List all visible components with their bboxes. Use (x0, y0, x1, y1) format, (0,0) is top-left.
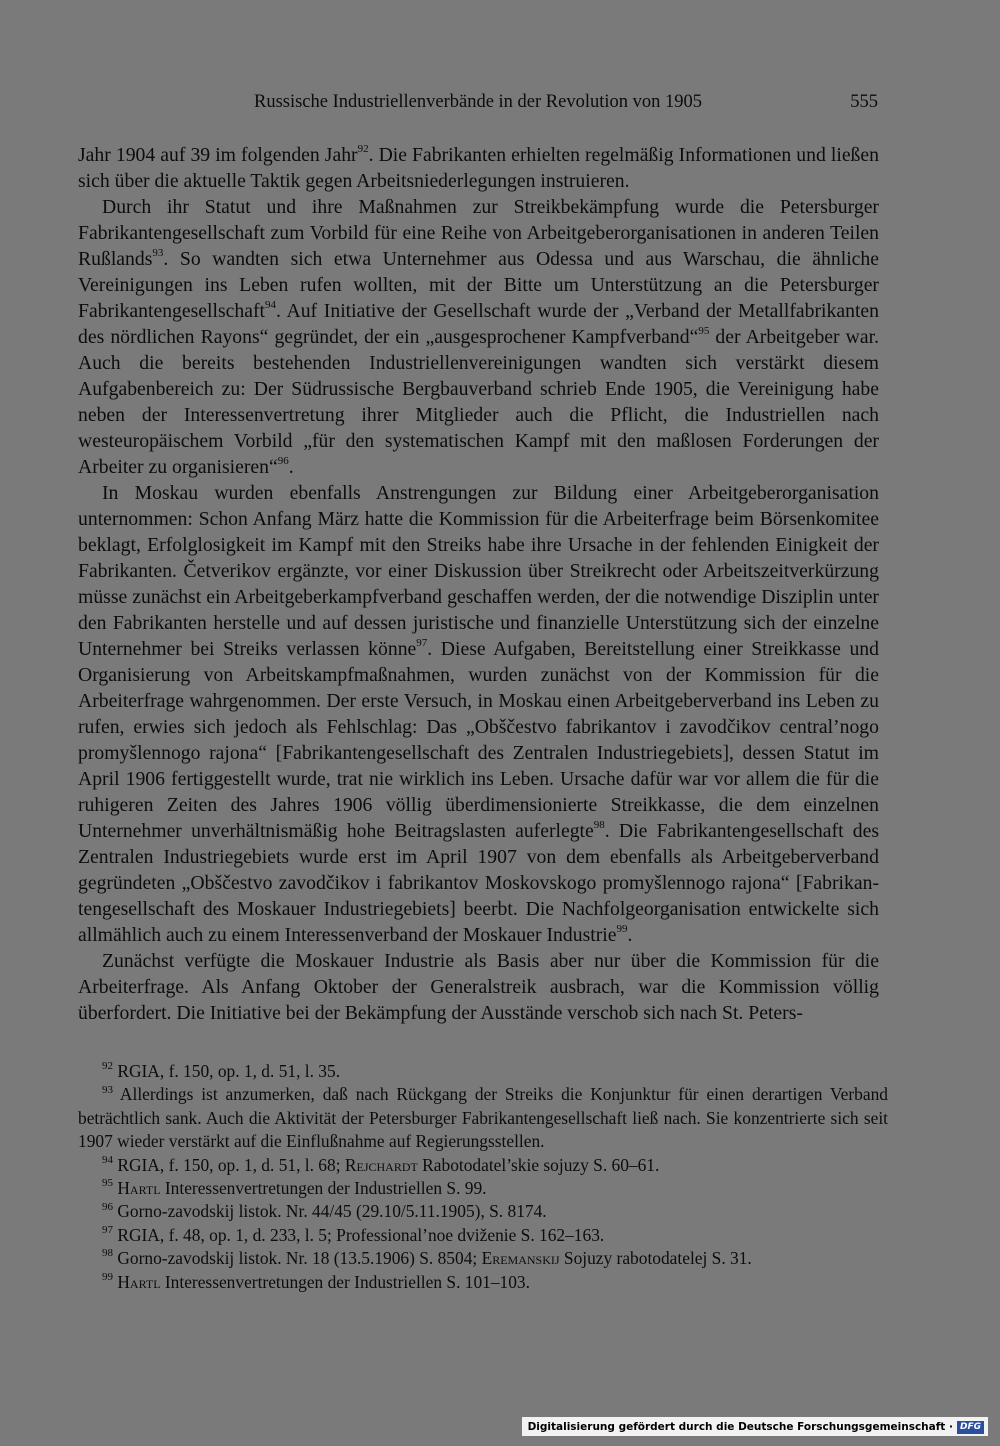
footnote-ref: 98 (593, 819, 605, 832)
page-number: 555 (850, 92, 878, 112)
running-header (78, 90, 878, 116)
text-run: . (627, 924, 633, 946)
footnote-number: 92 (102, 1060, 113, 1073)
running-title: Russische Industriellenverbände in der Revolution von 1905 (253, 92, 703, 112)
body-text (78, 142, 879, 1026)
footnote (78, 1224, 888, 1247)
footnotes (78, 1060, 888, 1294)
text-run: In Moskau wurden ebenfalls Anstrengungen zur Bildung einer Arbeitgeberorganisation unternommen: Schon Anfang März hatte die Kommission für die Arbeiterfrage beim Börsenkomitee beklagt, Erfolglosigkeit im Kampf mit den Streiks habe ihre Ursache in der fehlenden Einigkeit der Fabrikanten. Četverikov ergänzte, vor einer Diskussion über Streikrecht oder Arbeitszeitverkürzung müsse zunächst ein Arbeitgeberkampfverband geschaffen werden, der die notwendige Disziplin unter den Fabrikanten herstelle und auf dessen juristische und finanzielle Unterstützung sich der einzelne Unternehmer bei Streiks verlassen könne (78, 482, 879, 660)
footnote-number: 99 (102, 1270, 113, 1283)
footnote-ref: 95 (698, 325, 710, 338)
paragraph-3 (78, 480, 879, 948)
funding-notice: Digitalisierung gefördert durch die Deutsche Forschungsgemeinschaft · (527, 1421, 953, 1433)
footnote (78, 1060, 888, 1083)
footnote-text: RGIA, f. 150, op. 1, d. 51, l. 35. (117, 1061, 341, 1081)
paragraph-4 (78, 948, 879, 1026)
author-name: Hartl (117, 1271, 161, 1292)
paragraph-2 (78, 194, 879, 480)
footnote-text: Sojuzy rabotodatelej S. 31. (559, 1248, 752, 1269)
footnote-ref: 92 (357, 143, 369, 156)
footnote-ref: 97 (416, 637, 428, 650)
text-run: . Die Fabrikantengesellschaft des Zentralen Industriegebiets wurde erst im April 1907 von dem ebenfalls als Arbeitgeberverband gegründeten „Obščestvo zavodčikov i fabrikantov Moskovskogo promyšlennogo rajona“ [Fabrikantengesellschaft des Moskauer Industriegebiets] beerbt. Die Nachfolgeorganisation entwickelte sich allmählich auch zu einem Interessenverband der Moskauer Industrie (78, 820, 879, 946)
footnote-number: 98 (102, 1247, 113, 1260)
footnote-text: Interessenvertretungen der Industriellen S. 99. (160, 1178, 487, 1199)
footnote-number: 93 (102, 1083, 113, 1096)
text-run: . Auf Initiative der Gesellschaft wurde der „Verband der Metallfabrikanten des nördlichen Rayons“ gegründet, der ein „ausgesprochener Kampfverband“ (78, 300, 879, 348)
paragraph-1 (78, 142, 879, 194)
text-run: Zunächst verfügte die Moskauer Industrie als Basis aber nur über die Kommission für die Arbeiterfrage. Als Anfang Oktober der Generalstreik ausbrach, war die Kommission völlig überfordert. Die Initiative bei der Bekämpfung der Ausstände verschob sich nach St. Peters- (78, 950, 879, 1024)
author-name: Hartl (117, 1178, 161, 1199)
footnote-text: Interessenvertretungen der Industriellen S. 101–103. (160, 1271, 530, 1292)
author-name: Eremanskij (481, 1248, 560, 1269)
footnote (78, 1154, 888, 1177)
footnote-number: 95 (102, 1177, 113, 1190)
text-run: Jahr 1904 auf 39 im folgenden Jahr (78, 144, 358, 166)
text-run: Durch ihr Statut und ihre Maßnahmen zur Streikbekämpfung wurde die Petersburger Fabrikantengesellschaft zum Vorbild für eine Reihe von Arbeitgeberorganisationen in anderen Teilen Rußlands (78, 196, 879, 270)
footnote-text: Allerdings ist anzumerken, daß nach Rückgang der Streiks die Konjunktur für einen derartigen Verband beträchtlich sank. Auch die Aktivität der Petersburger Fabrikantengesellschaft ließ nach. Sie konzentrierte sich seit 1907 wieder verstärkt auf die Einflußnahme auf Regierungsstellen. (78, 1084, 888, 1152)
footnote-number: 94 (102, 1153, 113, 1166)
text-run: der Arbeitgeber war. Auch die bereits bestehenden Industriellenvereinigungen wandten sich verstärkt diesem Aufgabenbereich zu: Der Südrussische Bergbauverband schrieb Ende 1905, die Vereinigung habe neben der Interessenvertretung ihrer Mitglieder auch die Pflicht, die Industriellen nach westeuropäischem Vorbild „für den systematischen Kampf mit den maßlosen Forderungen der Arbeiter zu organisieren“ (78, 326, 880, 478)
footnote-ref: 93 (152, 247, 164, 260)
text-run: . Diese Aufgaben, Bereitstellung einer Streikkasse und Organisierung von Arbeitskampfmaßnahmen, wurden zunächst von der Kommission für die Arbeiterfrage wahrgenommen. Der erste Versuch, in Moskau einen Arbeitgeberverband ins Leben zu rufen, erwies sich jedoch als Fehlschlag: Das „Obščestvo fabrikantov i zavodčikov central’nogo promyšlennogo rajona“ [Fabrikantengesellschaft des Zentralen Industriegebiets], dessen Statut im April 1906 fertiggestellt wurde, trat nie wirklich ins Leben. Ursache dafür war vor allem die für die ruhigeren Zeiten des Jahres 1906 völlig überdimensionierte Streikkasse, die dem einzelnen Unternehmer unverhältnismäßig hohe Beitragslasten auferlegte (78, 638, 879, 842)
author-name: Rejchardt (344, 1154, 418, 1175)
dfg-logo: DFG (957, 1421, 984, 1434)
footnote-text: Gorno-zavodskij listok. Nr. 18 (13.5.1906) S. 8504; (117, 1248, 482, 1269)
footnote-ref: 96 (277, 455, 289, 468)
footnote-text: Gorno-zavodskij listok. Nr. 44/45 (29.10/5.11.1905), S. 8174. (117, 1201, 547, 1222)
footnote-text: RGIA, f. 48, op. 1, d. 233, l. 5; Professional’noe dviženie S. 162–163. (117, 1224, 605, 1245)
footnote-number: 97 (102, 1224, 113, 1237)
digitization-notice (522, 1417, 988, 1436)
text-run: . (288, 456, 294, 478)
text-run: . Die Fabrikanten erhielten regelmäßig Informationen und ließen sich über die aktuelle Taktik gegen Arbeitsniederlegungen instruieren. (78, 144, 879, 192)
footnote-text: RGIA, f. 150, op. 1, d. 51, l. 68; (117, 1154, 345, 1175)
footnote-text: Rabotodatel’skie sojuzy S. 60–61. (417, 1154, 660, 1175)
footnote (78, 1083, 888, 1153)
text-run: . So wandten sich etwa Unternehmer aus Odessa und aus Warschau, die ähnliche Vereinigungen ins Leben rufen wollten, mit der Bitte um Unterstützung an die Petersburger Fabrikantengesellschaft (78, 248, 879, 322)
footnote-ref: 94 (264, 299, 276, 312)
footnote (78, 1271, 888, 1294)
footnote (78, 1247, 888, 1270)
footnote (78, 1177, 888, 1200)
footnote-ref: 99 (616, 923, 628, 936)
footnote-number: 96 (102, 1200, 113, 1213)
footnote (78, 1200, 888, 1223)
